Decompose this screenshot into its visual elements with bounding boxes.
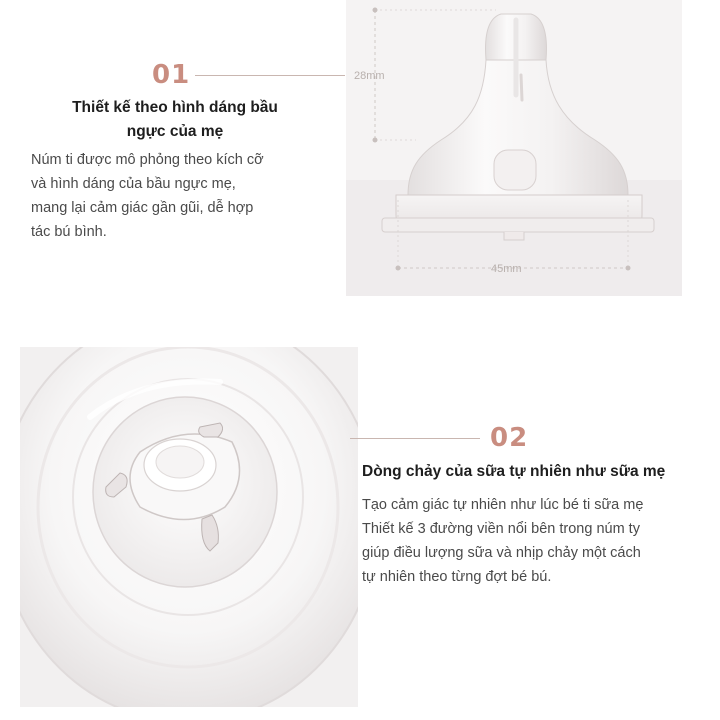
nipple-side-view-image: [346, 0, 682, 296]
description-line: mang lại cảm giác gần gũi, dễ hợp: [31, 200, 254, 216]
section2-title: Dòng chảy của sữa tự nhiên như sữa mẹ: [362, 463, 666, 480]
description-line: Thiết kế 3 đường viền nổi bên trong núm ty: [362, 521, 640, 537]
nipple-inner-view-illustration: [20, 347, 358, 707]
width-dimension-label: 45mm: [491, 263, 522, 275]
section1-title: [30, 96, 320, 144]
section1-title-line: Thiết kế theo hình dáng bầu: [72, 99, 278, 116]
section1-title-line: ngực của mẹ: [126, 123, 224, 140]
description-line: Núm ti được mô phỏng theo kích cỡ: [31, 152, 264, 168]
description-line: Tạo cảm giác tự nhiên như lúc bé ti sữa mẹ: [362, 497, 644, 513]
height-dimension-label: 28mm: [354, 70, 385, 82]
description-line: giúp điều lượng sữa và nhịp chảy một cách: [362, 545, 641, 561]
divider-line: [350, 438, 480, 439]
nipple-inner-view-image: [20, 347, 358, 707]
section-number-02: 02: [490, 423, 529, 453]
section1-description: [31, 148, 321, 244]
nipple-side-view-illustration: [346, 0, 682, 296]
section-number-01: 01: [152, 60, 191, 90]
description-line: và hình dáng của bầu ngực mẹ,: [31, 176, 236, 192]
description-line: tự nhiên theo từng đợt bé bú.: [362, 569, 552, 585]
section2-description: [362, 493, 707, 589]
description-line: tác bú bình.: [31, 224, 107, 240]
divider-line: [195, 75, 345, 76]
